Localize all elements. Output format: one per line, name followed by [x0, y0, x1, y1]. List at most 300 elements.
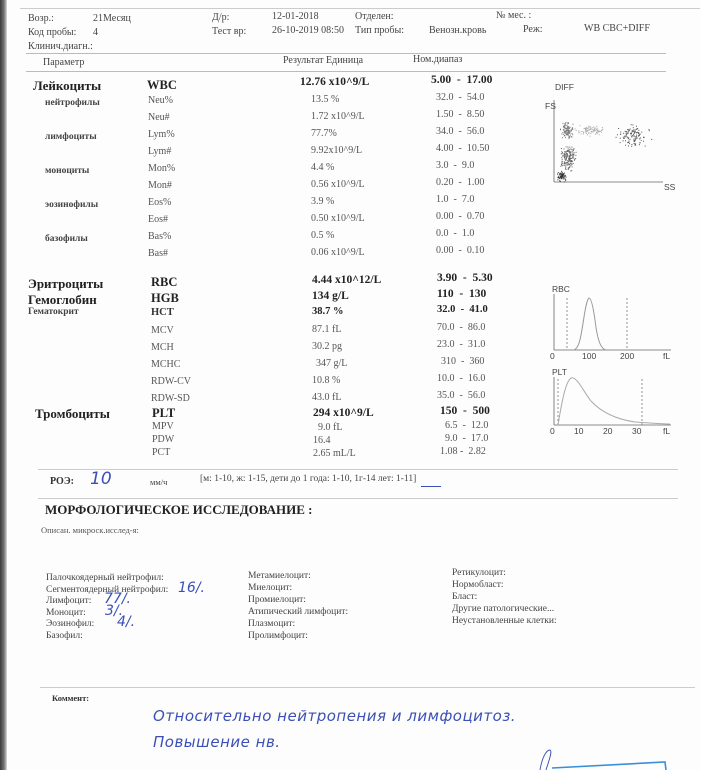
diff-point-cluster-2 — [564, 132, 565, 133]
diff-point-cluster-4 — [632, 131, 633, 132]
diff-point-cluster-4 — [639, 134, 640, 135]
diff-point-cluster-4 — [636, 135, 637, 136]
diff-point-cluster-4 — [639, 138, 640, 139]
diff-point-cluster-1 — [569, 149, 570, 150]
diff-point-cluster-1 — [569, 166, 570, 167]
dob-label: Д/р: — [212, 12, 230, 23]
diff-point-cluster-0 — [563, 179, 564, 180]
diff-point-cluster-1 — [570, 152, 571, 153]
diff-point-cluster-0 — [557, 177, 558, 178]
diff-point-cluster-3 — [595, 134, 596, 135]
diff-point-cluster-2 — [572, 128, 573, 129]
wbc-row-range: 1.50 - 8.50 — [436, 109, 485, 120]
diff-point-cluster-1 — [568, 150, 569, 151]
diff-point-cluster-3 — [602, 130, 603, 131]
diff-point-cluster-4 — [620, 138, 621, 139]
wbc-row-range: 3.0 - 9.0 — [436, 160, 475, 171]
diff-point-cluster-3 — [596, 126, 597, 127]
diff-point-cluster-4 — [631, 124, 632, 125]
sample-code-label: Код пробы: — [28, 27, 77, 38]
diff-point-cluster-4 — [633, 134, 634, 135]
diff-point-cluster-1 — [561, 153, 562, 154]
diff-point-cluster-2 — [565, 122, 566, 123]
rbc-row-code: HGB — [151, 291, 179, 305]
diff-point-cluster-4 — [636, 137, 637, 138]
wbc-row-range: 32.0 - 54.0 — [436, 92, 485, 103]
diff-point-cluster-0 — [565, 175, 566, 176]
diff-point-cluster-2 — [572, 127, 573, 128]
plt-row-range: 6.5 - 12.0 — [445, 420, 489, 431]
diff-point-cluster-1 — [567, 147, 568, 148]
diff-point-cluster-2 — [567, 126, 568, 127]
diff-point-cluster-3 — [590, 133, 591, 134]
diff-point-cluster-3 — [583, 133, 584, 134]
diff-point-cluster-4 — [620, 132, 621, 133]
rbc-row-range: 32.0 - 41.0 — [437, 304, 488, 315]
diff-point-cluster-1 — [573, 150, 574, 151]
diff-point-cluster-1 — [574, 160, 575, 161]
diff-point-cluster-2 — [572, 133, 573, 134]
rbc-unit: fL — [663, 351, 671, 361]
diff-point-cluster-1 — [568, 162, 569, 163]
diff-point-cluster-4 — [630, 129, 631, 130]
diff-point-cluster-1 — [570, 148, 571, 149]
diff-point-cluster-2 — [569, 131, 570, 132]
diff-point-cluster-2 — [563, 134, 564, 135]
diff-point-cluster-4 — [618, 128, 619, 129]
plt-row-range: 1.08 - 2.82 — [440, 446, 486, 457]
wbc-row-value: 1.72 x10^9/L — [311, 111, 365, 122]
col-param: Параметр — [43, 57, 85, 68]
plt-row-code: PDW — [152, 434, 175, 445]
diff-point-cluster-2 — [565, 125, 566, 126]
diff-point-cluster-1 — [569, 147, 570, 148]
rbc-row-value: 134 g/L — [312, 290, 349, 302]
header-rule — [26, 53, 666, 54]
rbc-row-range: 70.0 - 86.0 — [437, 322, 486, 333]
diff-point-cluster-2 — [564, 123, 565, 124]
morphology-title: МОРФОЛОГИЧЕСКОЕ ИССЛЕДОВАНИЕ : — [45, 502, 313, 517]
diff-point-cluster-4 — [623, 138, 624, 139]
diff-point-cluster-2 — [562, 132, 563, 133]
diff-point-cluster-0 — [561, 171, 562, 172]
diff-point-cluster-3 — [602, 129, 603, 130]
rbc-row-code: HCT — [151, 307, 174, 318]
diff-point-cluster-1 — [565, 162, 566, 163]
diff-point-cluster-4 — [649, 129, 650, 130]
diff-point-cluster-1 — [572, 151, 573, 152]
diff-point-cluster-4 — [636, 138, 637, 139]
diff-point-cluster-2 — [564, 129, 565, 130]
diff-scatter-chart — [545, 78, 695, 193]
esr-top-rule — [38, 469, 678, 470]
wbc-row-value: 4.4 % — [311, 162, 335, 173]
diff-point-cluster-3 — [575, 129, 576, 130]
diff-point-cluster-0 — [557, 174, 558, 175]
plt-row-code: MPV — [152, 421, 174, 432]
diff-point-cluster-1 — [569, 159, 570, 160]
diff-point-cluster-4 — [616, 137, 617, 138]
age-label: Возр.: — [28, 13, 54, 24]
diff-point-cluster-1 — [571, 161, 572, 162]
comment-line-2: Повышение нв. — [153, 733, 281, 751]
rbc-row-code: RDW-SD — [151, 393, 190, 404]
plt-row-value: 16.4 — [313, 435, 331, 446]
diff-point-cluster-4 — [627, 133, 628, 134]
diff-point-cluster-3 — [588, 127, 589, 128]
plt-row-value: 2.65 mL/L — [313, 448, 356, 459]
morphology-field-value: 16/. — [178, 579, 205, 596]
diff-point-cluster-3 — [586, 131, 587, 132]
diff-point-cluster-2 — [572, 134, 573, 135]
diff-point-cluster-4 — [629, 141, 630, 142]
diff-point-cluster-4 — [625, 145, 626, 146]
comment-rule — [40, 687, 695, 688]
diff-point-cluster-4 — [649, 130, 650, 131]
diff-point-cluster-0 — [560, 173, 561, 174]
diff-point-cluster-4 — [643, 141, 644, 142]
diff-point-cluster-4 — [635, 131, 636, 132]
dob-value: 12-01-2018 — [272, 11, 319, 22]
diff-point-cluster-1 — [570, 165, 571, 166]
diff-point-cluster-0 — [566, 177, 567, 178]
diff-point-cluster-0 — [564, 177, 565, 178]
wbc-row-value: 0.56 x10^9/L — [311, 179, 365, 190]
diff-point-cluster-1 — [575, 158, 576, 159]
diff-point-cluster-4 — [639, 144, 640, 145]
diff-point-cluster-1 — [561, 164, 562, 165]
diff-point-cluster-3 — [591, 129, 592, 130]
columns-rule — [26, 71, 666, 72]
col-range: Ном.диапаз — [413, 54, 463, 65]
stamp-edge — [552, 762, 666, 770]
diff-point-cluster-4 — [631, 135, 632, 136]
wbc-row-code: Bas% — [148, 231, 172, 242]
rbc-row-range: 10.0 - 16.0 — [437, 373, 486, 384]
rbc-row-code: MCV — [151, 325, 174, 336]
scan-left-edge — [0, 0, 7, 770]
diff-point-cluster-4 — [631, 133, 632, 134]
esr-ref-underline — [421, 486, 441, 487]
rbc-row-value: 43.0 fL — [312, 392, 342, 403]
diff-point-cluster-1 — [561, 148, 562, 149]
diff-point-cluster-4 — [634, 138, 635, 139]
diff-point-cluster-1 — [568, 155, 569, 156]
morphology-field-label: Лимфоцит: — [46, 596, 92, 606]
microscopy-description-label: Описан. микроск.исслед-я: — [41, 525, 139, 535]
morphology-field-label: Неустановленные клетки: — [452, 616, 557, 626]
morphology-field-label: Плазмоцит: — [248, 619, 296, 629]
diff-point-cluster-1 — [567, 154, 568, 155]
diff-point-cluster-1 — [568, 148, 569, 149]
diff-point-cluster-3 — [598, 130, 599, 131]
diff-point-cluster-3 — [580, 125, 581, 126]
diff-point-cluster-1 — [574, 152, 575, 153]
esr-value: 10 — [90, 469, 112, 489]
plt-tick-20: 20 — [603, 426, 613, 436]
diff-point-cluster-4 — [628, 146, 629, 147]
diff-point-cluster-4 — [640, 134, 641, 135]
diff-point-cluster-1 — [563, 165, 564, 166]
diff-point-cluster-1 — [564, 158, 565, 159]
diff-point-cluster-4 — [631, 136, 632, 137]
card-label: № мес. : — [496, 10, 532, 21]
test-time-label: Тест вр: — [212, 26, 247, 37]
diff-point-cluster-2 — [566, 130, 567, 131]
diff-point-cluster-4 — [632, 124, 633, 125]
diff-point-cluster-1 — [565, 155, 566, 156]
signature-stamp — [500, 748, 700, 770]
diff-point-cluster-1 — [567, 155, 568, 156]
wbc-row-group: лимфоциты — [45, 132, 97, 142]
wbc-row-range: 0.0 - 1.0 — [436, 228, 475, 239]
diff-point-cluster-3 — [592, 129, 593, 130]
wbc-row-group: эозинофилы — [45, 200, 99, 210]
sample-type-label: Тип пробы: — [355, 25, 404, 36]
wbc-value: 12.76 x10^9/L — [300, 76, 370, 88]
diff-point-cluster-2 — [570, 127, 571, 128]
diff-point-cluster-4 — [631, 146, 632, 147]
diff-point-cluster-1 — [571, 158, 572, 159]
signature-mark — [540, 750, 551, 770]
esr-unit: мм/ч — [150, 477, 168, 487]
rbc-histogram — [545, 282, 695, 362]
rbc-row-group: Эритроциты — [28, 276, 104, 291]
diff-point-cluster-2 — [561, 134, 562, 135]
diff-point-cluster-3 — [596, 129, 597, 130]
rbc-row-range: 3.90 - 5.30 — [437, 272, 493, 284]
morphology-field-label: Атипический лимфоцит: — [248, 607, 349, 617]
diff-point-cluster-1 — [572, 166, 573, 167]
diff-point-cluster-4 — [625, 140, 626, 141]
diff-point-cluster-2 — [571, 136, 572, 137]
wbc-code: WBC — [147, 78, 177, 92]
diff-point-cluster-3 — [590, 136, 591, 137]
diff-point-cluster-3 — [593, 130, 594, 131]
diff-point-cluster-4 — [626, 132, 627, 133]
diff-point-cluster-2 — [568, 132, 569, 133]
wbc-row-code: Eos% — [148, 197, 172, 208]
wbc-row-code: Mon# — [148, 180, 172, 191]
plt-row-code: PLT — [152, 406, 176, 420]
diff-point-cluster-4 — [627, 132, 628, 133]
morphology-field-label: Эозинофил: — [46, 619, 95, 629]
rbc-row-value: 347 g/L — [316, 358, 348, 369]
diff-point-cluster-1 — [572, 161, 573, 162]
rbc-row-group: Гемоглобин — [28, 292, 97, 307]
wbc-row-value: 0.50 x10^9/L — [311, 213, 365, 224]
rbc-tick-200: 200 — [620, 351, 635, 361]
rbc-row-group: Гематокрит — [28, 307, 79, 317]
diff-point-cluster-4 — [629, 143, 630, 144]
rbc-row-range: 23.0 - 31.0 — [437, 339, 486, 350]
diff-point-cluster-1 — [560, 166, 561, 167]
wbc-row-code: Neu# — [148, 112, 170, 123]
diff-point-cluster-0 — [561, 173, 562, 174]
morphology-field-label: Моноцит: — [46, 607, 86, 618]
diff-point-cluster-0 — [563, 173, 564, 174]
diff-point-cluster-2 — [568, 138, 569, 139]
morphology-field-label: Палочкоядерный нейтрофил: — [46, 573, 164, 583]
diff-point-cluster-1 — [568, 163, 569, 164]
diff-point-cluster-2 — [564, 135, 565, 136]
diff-point-cluster-0 — [560, 181, 561, 182]
diff-point-cluster-2 — [570, 135, 571, 136]
comment-line-1: Относительно нейтропения и лимфоцитоз. — [153, 707, 517, 725]
diff-point-cluster-0 — [565, 180, 566, 181]
diff-point-cluster-3 — [584, 128, 585, 129]
rbc-row-value: 38.7 % — [312, 306, 344, 317]
diff-point-cluster-4 — [641, 132, 642, 133]
diff-point-cluster-4 — [630, 133, 631, 134]
wbc-group: Лейкоциты — [33, 78, 102, 93]
diff-point-cluster-3 — [576, 130, 577, 131]
esr-label: РОЭ: — [50, 476, 74, 487]
diff-point-cluster-2 — [565, 137, 566, 138]
diff-point-cluster-1 — [571, 164, 572, 165]
plt-row-value: 294 x10^9/L — [313, 407, 374, 419]
wbc-row-value: 0.5 % — [311, 230, 335, 241]
diff-point-cluster-1 — [562, 159, 563, 160]
diff-point-cluster-1 — [561, 157, 562, 158]
diff-point-cluster-2 — [563, 123, 564, 124]
diff-point-cluster-4 — [637, 132, 638, 133]
diff-point-cluster-2 — [564, 127, 565, 128]
diff-point-cluster-3 — [593, 131, 594, 132]
diff-point-cluster-0 — [557, 179, 558, 180]
diff-point-cluster-2 — [569, 136, 570, 137]
mode-label: Реж: — [523, 24, 543, 35]
diff-point-cluster-3 — [592, 127, 593, 128]
diff-point-cluster-1 — [566, 169, 567, 170]
diff-point-cluster-4 — [651, 139, 652, 140]
sample-code-value: 4 — [93, 27, 98, 38]
diff-point-cluster-0 — [562, 176, 563, 177]
diff-point-cluster-4 — [623, 133, 624, 134]
diff-point-cluster-3 — [601, 132, 602, 133]
diff-point-cluster-0 — [565, 179, 566, 180]
diff-point-cluster-0 — [558, 172, 559, 173]
rbc-row-range: 35.0 - 56.0 — [437, 390, 486, 401]
diff-point-cluster-4 — [637, 128, 638, 129]
diff-point-cluster-1 — [576, 152, 577, 153]
diff-point-cluster-2 — [567, 134, 568, 135]
diff-point-cluster-4 — [638, 133, 639, 134]
diff-point-cluster-1 — [569, 160, 570, 161]
wbc-row-value: 0.06 x10^9/L — [311, 247, 365, 258]
rbc-row-value: 10.8 % — [312, 375, 341, 386]
diff-point-cluster-1 — [570, 163, 571, 164]
diff-point-cluster-2 — [565, 132, 566, 133]
diff-point-cluster-4 — [633, 127, 634, 128]
diff-point-cluster-1 — [571, 170, 572, 171]
diff-point-cluster-4 — [625, 131, 626, 132]
diff-point-cluster-0 — [564, 173, 565, 174]
rbc-hist-curve — [573, 298, 607, 350]
wbc-row-code: Lym% — [148, 129, 175, 140]
diff-point-cluster-0 — [561, 176, 562, 177]
diff-point-cluster-2 — [566, 134, 567, 135]
morphology-field-label: Миелоцит: — [248, 583, 293, 593]
diff-point-cluster-4 — [623, 140, 624, 141]
diff-point-cluster-2 — [562, 137, 563, 138]
morphology-field-value: 77/. — [104, 591, 131, 607]
diff-point-cluster-4 — [633, 131, 634, 132]
col-result-unit: Результат Единица — [283, 55, 364, 66]
diff-point-cluster-1 — [566, 151, 567, 152]
diff-point-cluster-2 — [571, 129, 572, 130]
diff-point-cluster-1 — [570, 157, 571, 158]
wbc-row-group: моноциты — [45, 166, 90, 176]
diff-point-cluster-4 — [634, 136, 635, 137]
diff-point-cluster-4 — [634, 141, 635, 142]
wbc-row-group: нейтрофилы — [45, 98, 100, 108]
diff-point-cluster-2 — [570, 130, 571, 131]
diff-point-cluster-1 — [561, 151, 562, 152]
rbc-tick-100: 100 — [582, 351, 597, 361]
wbc-row-range: 34.0 - 56.0 — [436, 126, 485, 137]
diff-point-cluster-4 — [628, 142, 629, 143]
diff-point-cluster-3 — [593, 126, 594, 127]
esr-reference: [м: 1-10, ж: 1-15, дети до 1 года: 1-10, 1г-14 лет: 1-11] — [200, 474, 417, 484]
diff-point-cluster-4 — [635, 140, 636, 141]
diff-point-cluster-3 — [583, 132, 584, 133]
morphology-field-label: Другие патологические... — [452, 604, 555, 614]
diff-point-cluster-4 — [640, 142, 641, 143]
rbc-row-range: 310 - 360 — [441, 356, 485, 367]
diff-point-cluster-2 — [569, 133, 570, 134]
diff-point-cluster-1 — [564, 161, 565, 162]
diff-point-cluster-4 — [635, 137, 636, 138]
diff-point-cluster-1 — [572, 147, 573, 148]
diff-point-cluster-3 — [594, 130, 595, 131]
diff-point-cluster-0 — [564, 181, 565, 182]
diff-point-cluster-1 — [564, 155, 565, 156]
wbc-row-value: 9.92x10^9/L — [311, 145, 363, 156]
diff-point-cluster-3 — [591, 131, 592, 132]
diff-point-cluster-4 — [645, 146, 646, 147]
diff-point-cluster-4 — [620, 142, 621, 143]
morphology-field-label: Промиелоцит: — [248, 595, 306, 605]
diff-point-cluster-4 — [628, 133, 629, 134]
morphology-field-value: 4/. — [117, 614, 136, 630]
mode-value: WB CBC+DIFF — [584, 23, 650, 34]
diff-point-cluster-2 — [568, 128, 569, 129]
diff-point-cluster-3 — [594, 128, 595, 129]
wbc-row-value: 77.7% — [311, 128, 337, 139]
diff-point-cluster-1 — [572, 154, 573, 155]
wbc-range: 5.00 - 17.00 — [431, 74, 493, 86]
diff-point-cluster-4 — [635, 143, 636, 144]
diff-point-cluster-1 — [565, 152, 566, 153]
diff-point-cluster-1 — [573, 163, 574, 164]
diff-point-cluster-2 — [566, 125, 567, 126]
diff-point-cluster-2 — [568, 126, 569, 127]
diff-point-cluster-1 — [567, 160, 568, 161]
diff-point-cluster-3 — [597, 128, 598, 129]
diff-point-cluster-3 — [582, 131, 583, 132]
diff-point-cluster-4 — [626, 134, 627, 135]
rbc-tick-0: 0 — [550, 351, 555, 361]
diff-point-cluster-4 — [636, 136, 637, 137]
diff-point-cluster-4 — [623, 137, 624, 138]
diff-point-cluster-3 — [590, 127, 591, 128]
diff-point-cluster-4 — [630, 139, 631, 140]
rbc-row-code: MCH — [151, 342, 174, 353]
diff-point-cluster-3 — [591, 128, 592, 129]
diff-point-cluster-4 — [633, 129, 634, 130]
wbc-row-code: Lym# — [148, 146, 172, 157]
